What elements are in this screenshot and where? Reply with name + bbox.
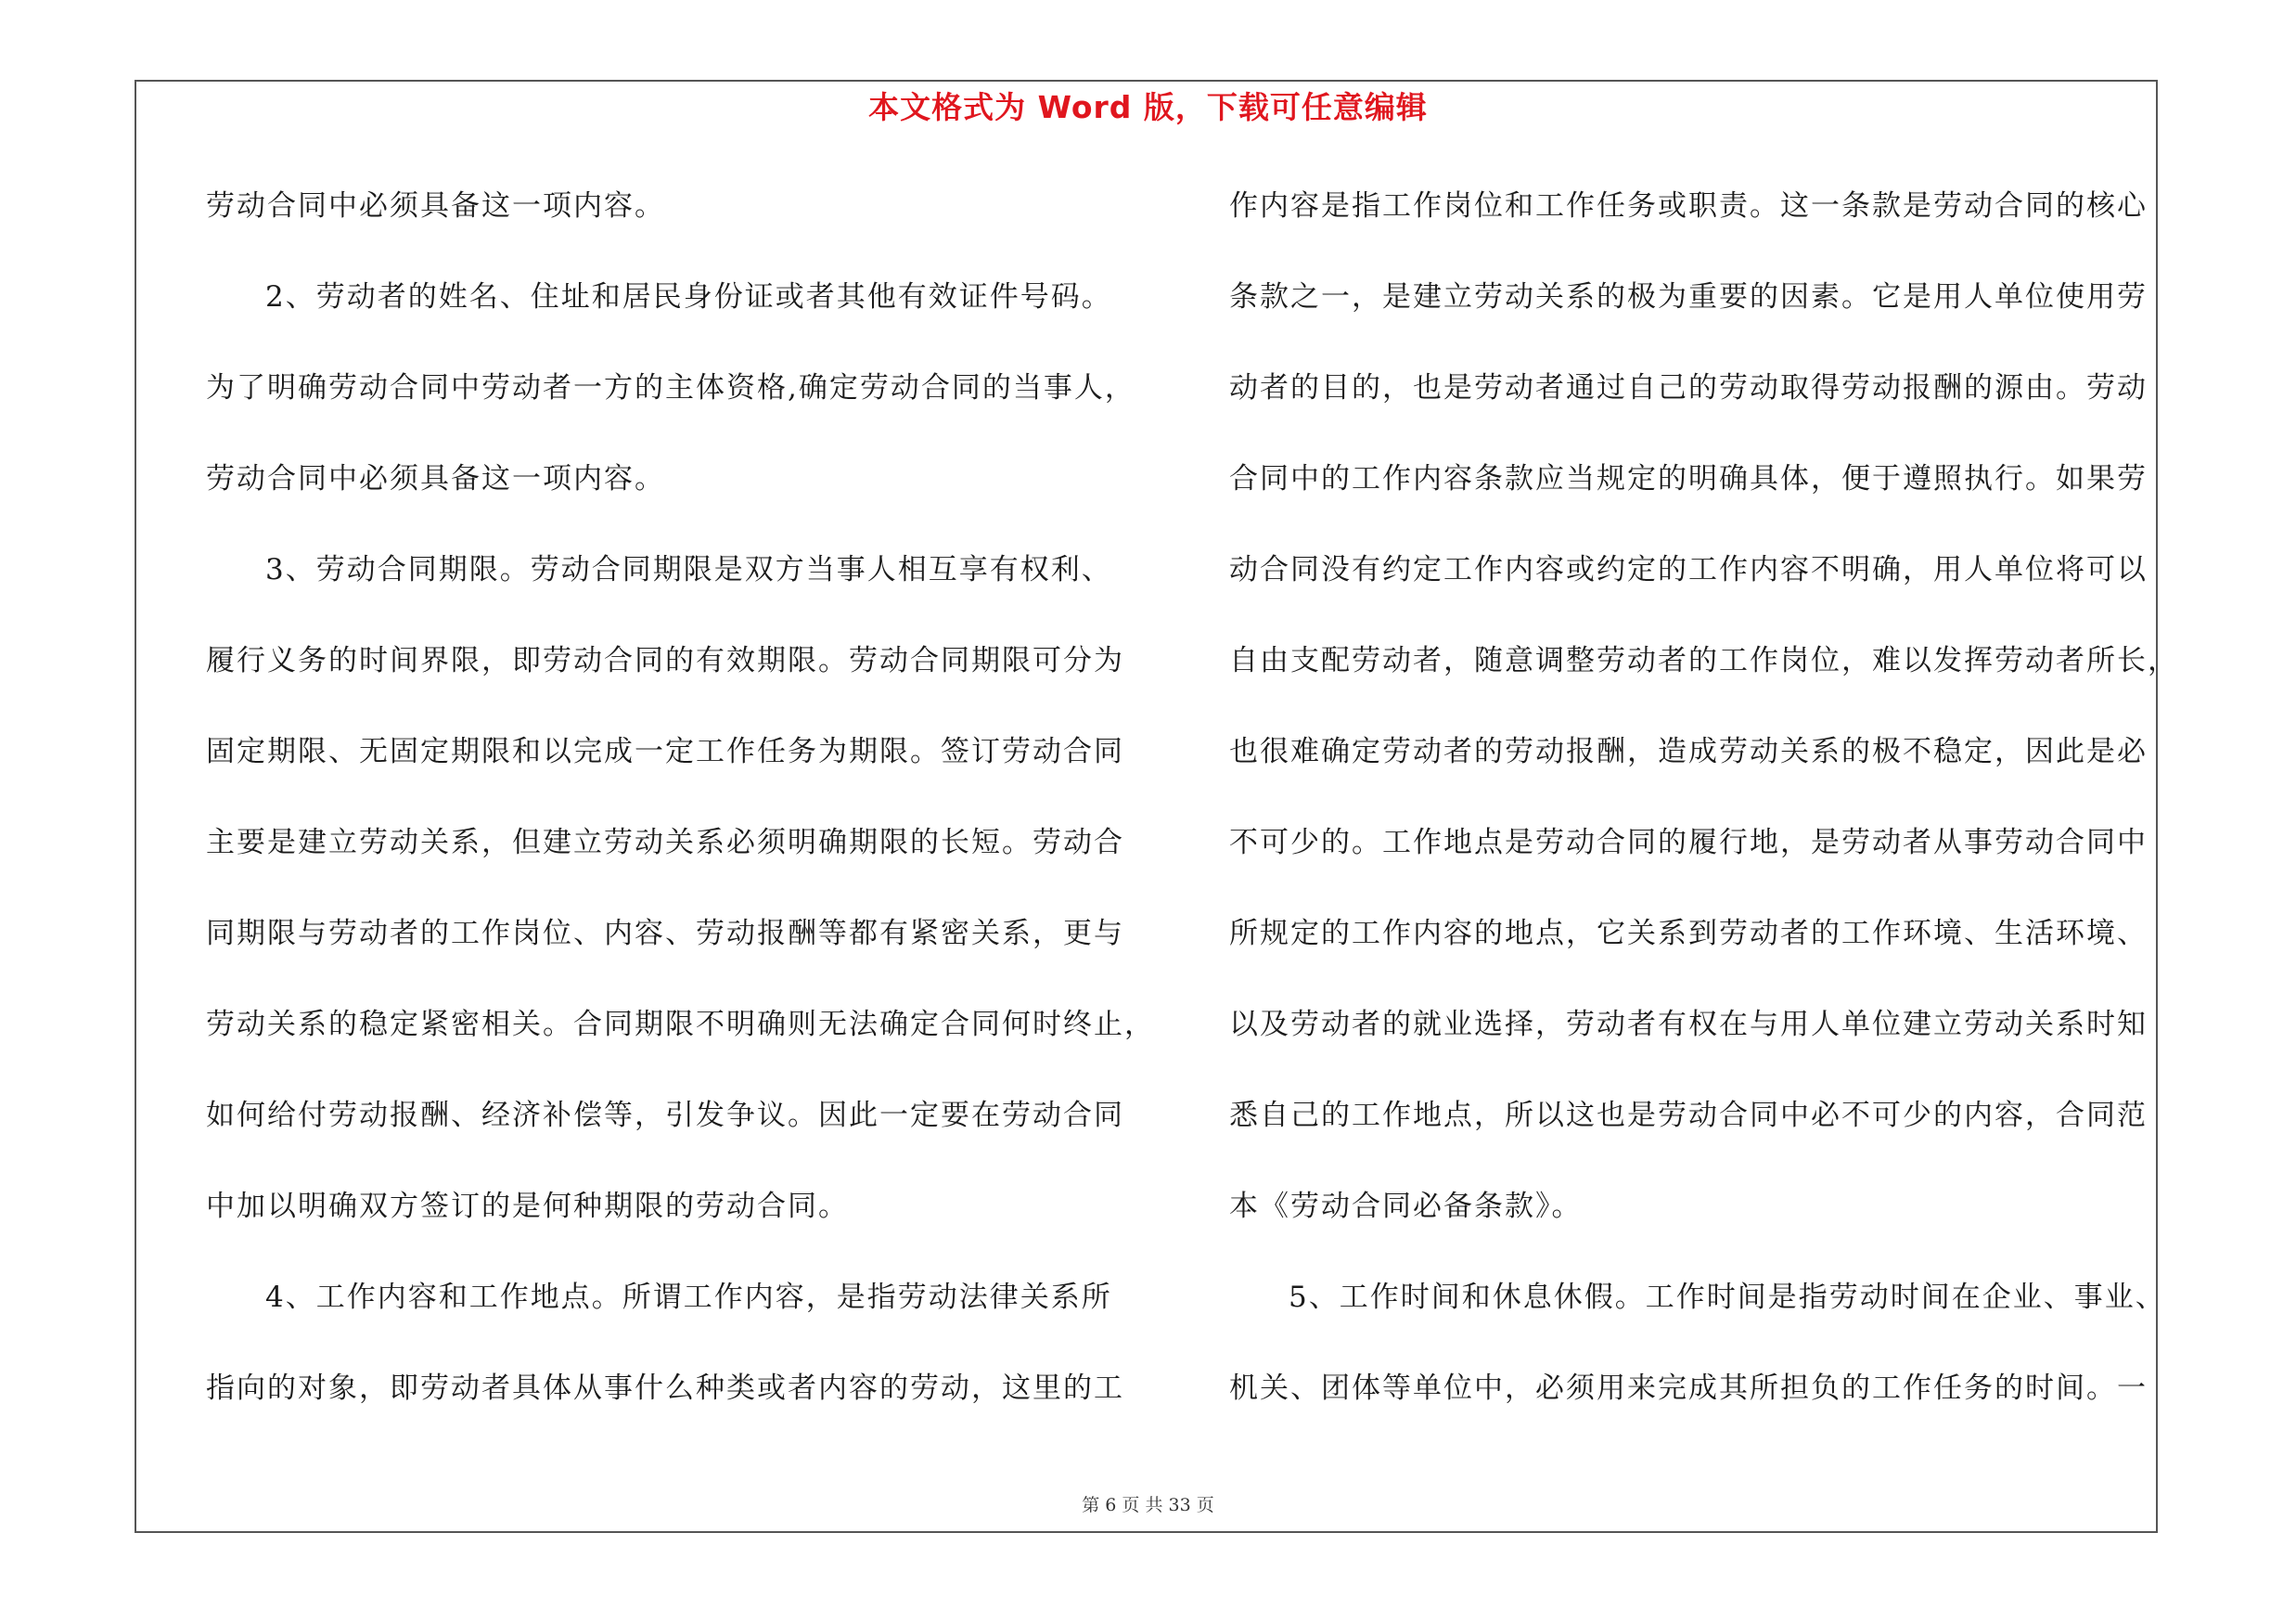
text-line: 动合同没有约定工作内容或约定的工作内容不明确，用人单位将可以 [1229, 553, 2148, 586]
text-line: 为了明确劳动合同中劳动者一方的主体资格,确定劳动合同的当事人， [206, 371, 1135, 405]
format-notice-banner: 本文格式为 Word 版，下载可任意编辑 [868, 89, 1428, 125]
text-line: 4、工作内容和工作地点。所谓工作内容，是指劳动法律关系所 [265, 1281, 1112, 1314]
text-line: 同期限与劳动者的工作岗位、内容、劳动报酬等都有紧密关系，更与 [206, 917, 1124, 950]
text-line: 悉自己的工作地点，所以这也是劳动合同中必不可少的内容，合同范 [1229, 1099, 2148, 1132]
text-line: 动者的目的，也是劳动者通过自己的劳动取得劳动报酬的源由。劳动 [1229, 371, 2148, 405]
text-line: 所规定的工作内容的地点，它关系到劳动者的工作环境、生活环境、 [1229, 917, 2148, 950]
text-line: 5、工作时间和休息休假。工作时间是指劳动时间在企业、事业、 [1289, 1281, 2166, 1314]
text-line: 机关、团体等单位中，必须用来完成其所担负的工作任务的时间。一 [1229, 1372, 2148, 1405]
text-line: 3、劳动合同期限。劳动合同期限是双方当事人相互享有权利、 [265, 553, 1112, 586]
text-line: 2、劳动者的姓名、住址和居民身份证或者其他有效证件号码。 [265, 280, 1112, 314]
text-line: 也很难确定劳动者的劳动报酬，造成劳动关系的极不稳定，因此是必 [1229, 735, 2148, 768]
text-line: 劳动合同中必须具备这一项内容。 [206, 189, 665, 223]
left-text-column [206, 184, 1155, 1457]
text-line: 履行义务的时间界限，即劳动合同的有效期限。劳动合同期限可分为 [206, 644, 1124, 677]
text-line: 作内容是指工作岗位和工作任务或职责。这一条款是劳动合同的核心 [1229, 189, 2148, 223]
text-line: 劳动关系的稳定紧密相关。合同期限不明确则无法确定合同何时终止， [206, 1008, 1155, 1041]
text-line: 自由支配劳动者，随意调整劳动者的工作岗位，难以发挥劳动者所长， [1229, 644, 2178, 677]
text-line: 如何给付劳动报酬、经济补偿等，引发争议。因此一定要在劳动合同 [206, 1099, 1124, 1132]
text-line: 不可少的。工作地点是劳动合同的履行地，是劳动者从事劳动合同中 [1229, 826, 2148, 859]
text-line: 劳动合同中必须具备这一项内容。 [206, 462, 665, 496]
text-line: 以及劳动者的就业选择，劳动者有权在与用人单位建立劳动关系时知 [1229, 1008, 2148, 1041]
text-line: 合同中的工作内容条款应当规定的明确具体，便于遵照执行。如果劳 [1229, 462, 2148, 496]
right-text-column [1229, 184, 2178, 1457]
page-number-footer: 第 6 页 共 33 页 [1082, 1495, 1214, 1515]
text-line: 指向的对象，即劳动者具体从事什么种类或者内容的劳动，这里的工 [206, 1372, 1124, 1405]
text-line: 中加以明确双方签订的是何种期限的劳动合同。 [206, 1190, 849, 1223]
text-line: 主要是建立劳动关系，但建立劳动关系必须明确期限的长短。劳动合 [206, 826, 1124, 859]
text-line: 本《劳动合同必备条款》。 [1229, 1190, 1583, 1223]
text-line: 固定期限、无固定期限和以完成一定工作任务为期限。签订劳动合同 [206, 735, 1124, 768]
text-line: 条款之一，是建立劳动关系的极为重要的因素。它是用人单位使用劳 [1229, 280, 2148, 314]
